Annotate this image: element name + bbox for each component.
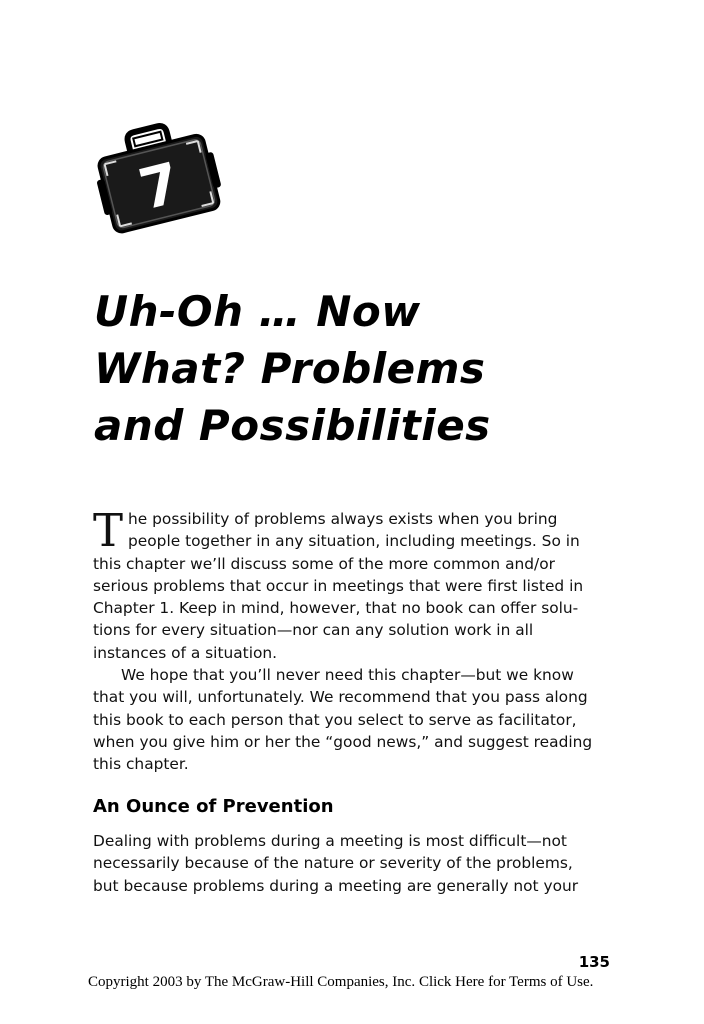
text-line: when you give him or her the “good news,” and suggest reading [93, 732, 593, 751]
text-line: Chapter 1. Keep in mind, however, that no book can offer solu- [93, 599, 579, 618]
text-line: he possibility of problems always exists when you bring [128, 510, 558, 528]
text-line: tions for every situation—nor can any solution work in all [93, 621, 534, 640]
text-line: that you will, unfortunately. We recommend that you pass along [93, 688, 588, 707]
text-line: this book to each person that you select to serve as facilitator, [93, 710, 577, 729]
chapter-title-line: and Possibilities [94, 401, 491, 450]
chapter-number: 7 [133, 150, 187, 224]
text-line: people together in any situation, including meetings. So in [128, 532, 580, 551]
text-line: this chapter. [93, 755, 189, 774]
text-line: necessarily because of the nature or severity of the problems, [93, 854, 573, 873]
copyright-text: Copyright 2003 by The McGraw-Hill Companies, Inc. [88, 974, 419, 990]
page-number: 135 [578, 953, 610, 971]
text-line: instances of a situation. [93, 643, 278, 662]
text-line: this chapter we’ll discuss some of the more common and/or [93, 554, 555, 573]
drop-cap: T [93, 504, 124, 557]
briefcase-icon [92, 118, 222, 234]
chapter-title-line: Uh-Oh … Now [94, 287, 421, 336]
second-paragraph [93, 664, 613, 775]
intro-paragraph [93, 504, 613, 664]
section-heading: An Ounce of Prevention [93, 796, 334, 817]
text-line: We hope that you’ll never need this chapter—but we know [121, 666, 574, 684]
text-line: but because problems during a meeting are generally not your [93, 876, 579, 895]
text-line: Dealing with problems during a meeting is most difficult—not [93, 832, 567, 850]
copyright-notice [88, 974, 593, 991]
chapter-title-line: What? Problems [94, 344, 486, 393]
section-paragraph [93, 830, 613, 897]
text-line: serious problems that occur in meetings that were first listed in [93, 576, 584, 595]
chapter-title [94, 283, 654, 454]
terms-of-use-link[interactable]: Click Here for Terms of Use. [418, 974, 594, 990]
